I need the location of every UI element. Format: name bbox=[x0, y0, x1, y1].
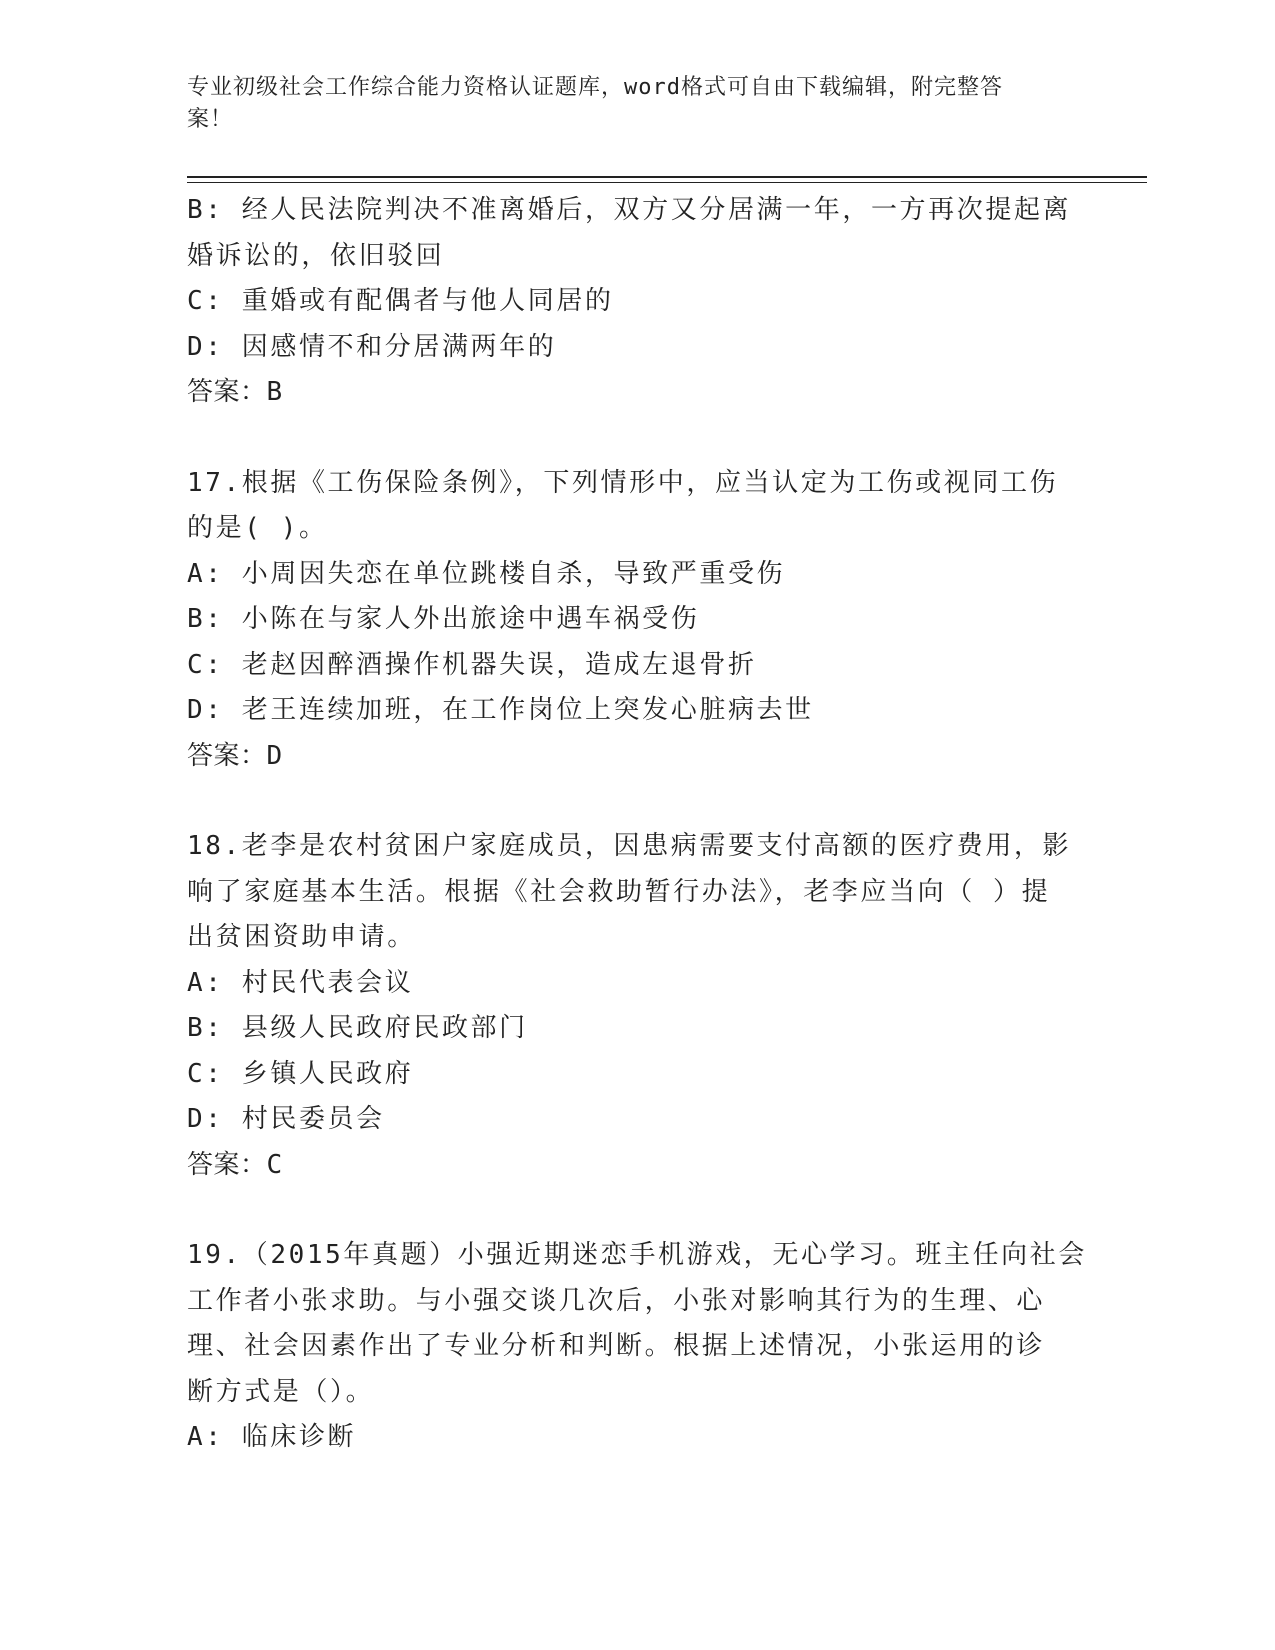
page-header bbox=[187, 72, 1067, 136]
option-d: D: 老王连续加班，在工作岗位上突发心脏病去世 bbox=[187, 695, 814, 725]
header-divider-thin bbox=[187, 182, 1147, 183]
header-divider-thick bbox=[187, 176, 1147, 178]
document-body bbox=[187, 188, 1087, 1461]
header-line: 专业初级社会工作综合能力资格认证题库，word格式可自由下载编辑，附完整答 bbox=[187, 75, 1003, 100]
question-stem-cont: 响了家庭基本生活。根据《社会救助暂行办法》，老李应当向（ ）提 bbox=[187, 876, 1051, 907]
question-stem: 17.根据《工伤保险条例》，下列情形中，应当认定为工伤或视同工伤 bbox=[187, 467, 1059, 498]
question-17 bbox=[187, 461, 1067, 780]
option-b-cont: 婚诉讼的，依旧驳回 bbox=[187, 240, 445, 271]
option-d: D: 村民委员会 bbox=[187, 1104, 385, 1134]
answer: 答案：C bbox=[187, 1149, 283, 1180]
spacer bbox=[187, 416, 1067, 461]
question-stem-cont: 断方式是（）。 bbox=[187, 1376, 375, 1407]
question-stem: 18.老李是农村贫困户家庭成员，因患病需要支付高额的医疗费用，影 bbox=[187, 831, 1072, 861]
option-c: C: 重婚或有配偶者与他人同居的 bbox=[187, 286, 614, 316]
question-stem: 19.（2015年真题）小强近期迷恋手机游戏，无心学习。班主任向社会 bbox=[187, 1240, 1087, 1270]
spacer bbox=[187, 1188, 1067, 1233]
question-stem-cont: 出贫困资助申请。 bbox=[187, 922, 416, 952]
option-a: A: 村民代表会议 bbox=[187, 967, 414, 998]
answer: 答案：B bbox=[187, 377, 283, 407]
option-c: C: 乡镇人民政府 bbox=[187, 1058, 414, 1089]
question-19 bbox=[187, 1233, 1087, 1461]
answer: 答案：D bbox=[187, 740, 283, 771]
option-d: D: 因感情不和分居满两年的 bbox=[187, 331, 557, 362]
question-stem-cont: 工作者小张求助。与小强交谈几次后，小张对影响其行为的生理、心 bbox=[187, 1285, 1046, 1316]
header-line: 案！ bbox=[187, 107, 234, 132]
option-a: A: 临床诊断 bbox=[187, 1422, 357, 1452]
spacer bbox=[187, 779, 1067, 824]
option-a: A: 小周因失恋在单位跳楼自杀，导致严重受伤 bbox=[187, 558, 786, 589]
question-stem-cont: 理、社会因素作出了专业分析和判断。根据上述情况，小张运用的诊 bbox=[187, 1331, 1046, 1361]
question-18 bbox=[187, 824, 1072, 1188]
question-16-continued bbox=[187, 188, 1072, 416]
option-b: B: 经人民法院判决不准离婚后，双方又分居满一年，一方再次提起离 bbox=[187, 195, 1072, 225]
option-c: C: 老赵因醉酒操作机器失误，造成左退骨折 bbox=[187, 649, 757, 680]
question-stem-cont: 的是( )。 bbox=[187, 513, 328, 543]
option-b: B: 县级人民政府民政部门 bbox=[187, 1013, 528, 1043]
option-b: B: 小陈在与家人外出旅途中遇车祸受伤 bbox=[187, 604, 700, 634]
